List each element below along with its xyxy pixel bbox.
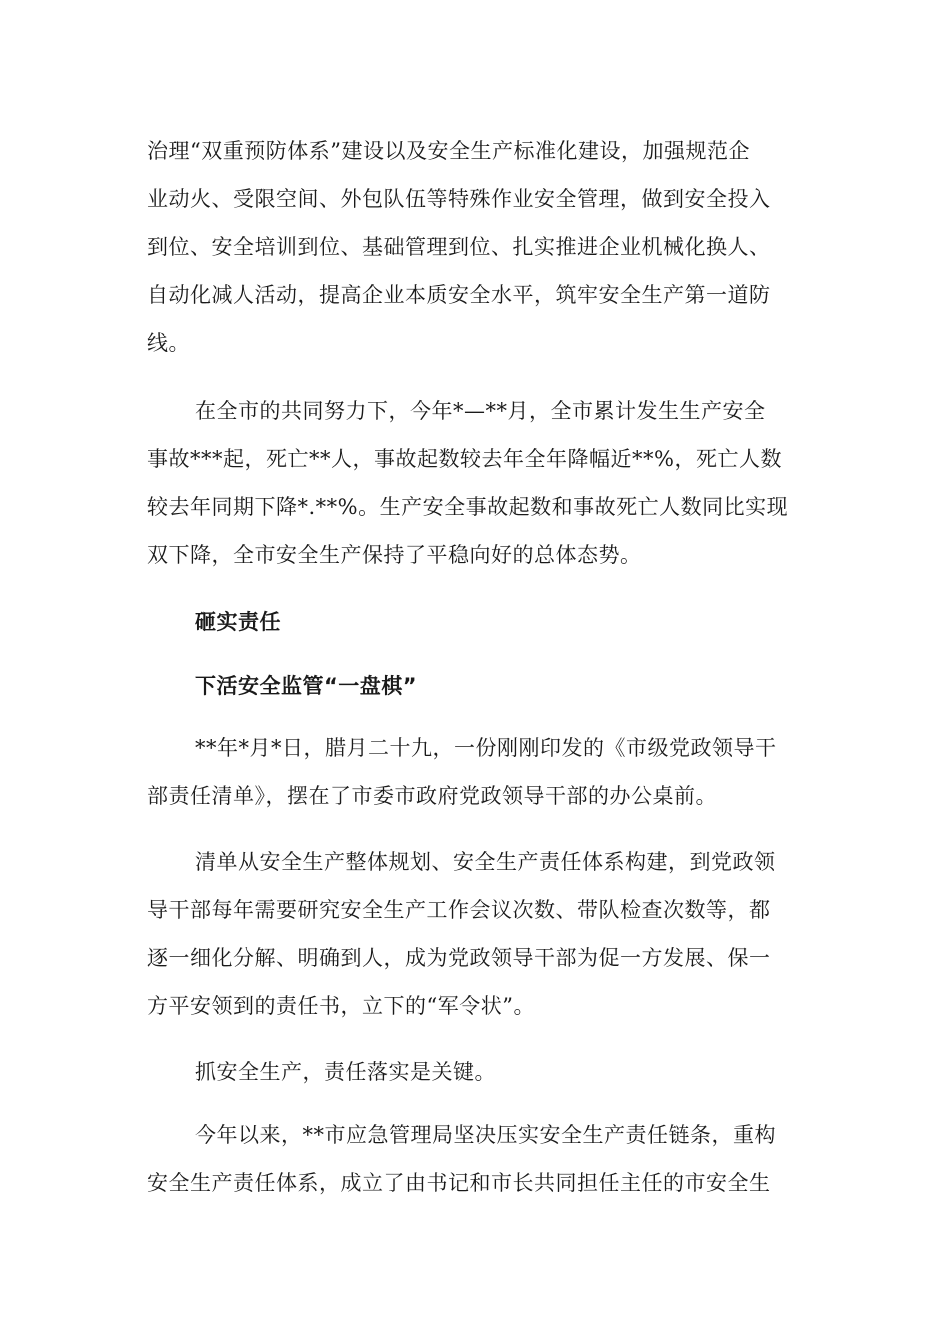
- section-heading: 砸实责任: [195, 610, 281, 634]
- paragraph-line: 抓安全生产，责任落实是关键。: [195, 1060, 496, 1084]
- paragraph-line: 今年以来，**市应急管理局坚决压实安全生产责任链条，重构: [195, 1123, 776, 1147]
- paragraph-line: 事故***起，死亡**人，事故起数较去年全年降幅近**%，死亡人数: [147, 447, 782, 471]
- paragraph-line: 双下降，全市安全生产保持了平稳向好的总体态势。: [147, 543, 642, 567]
- paragraph-line: 自动化减人活动，提高企业本质安全水平，筑牢安全生产第一道防: [147, 283, 771, 307]
- paragraph-line: **年*月*日，腊月二十九，一份刚刚印发的《市级党政领导干: [195, 736, 777, 760]
- section-subheading: 下活安全监管“一盘棋”: [195, 674, 418, 698]
- paragraph-line: 部责任清单》，摆在了市委市政府党政领导干部的办公桌前。: [147, 784, 717, 808]
- paragraph-line: 逐一细化分解、明确到人，成为党政领导干部为促一方发展、保一: [147, 946, 771, 970]
- paragraph-line: 方平安领到的责任书，立下的“军令状”。: [147, 994, 535, 1018]
- paragraph-line: 线。: [147, 331, 190, 355]
- paragraph-line: 清单从安全生产整体规划、安全生产责任体系构建，到党政领: [195, 850, 776, 874]
- paragraph-line: 安全生产责任体系，成立了由书记和市长共同担任主任的市安全生: [147, 1171, 771, 1195]
- paragraph-line: 较去年同期下降*.**%。生产安全事故起数和事故死亡人数同比实现: [147, 495, 789, 519]
- paragraph-line: 业动火、受限空间、外包队伍等特殊作业安全管理，做到安全投入: [147, 187, 771, 211]
- paragraph-line: 在全市的共同努力下，今年*—**月，全市累计发生生产安全: [195, 399, 766, 423]
- paragraph-line: 导干部每年需要研究安全生产工作会议次数、带队检查次数等，都: [147, 898, 771, 922]
- paragraph-line: 到位、安全培训到位、基础管理到位、扎实推进企业机械化换人、: [147, 235, 771, 259]
- paragraph-line: 治理“双重预防体系”建设以及安全生产标准化建设，加强规范企: [147, 139, 750, 163]
